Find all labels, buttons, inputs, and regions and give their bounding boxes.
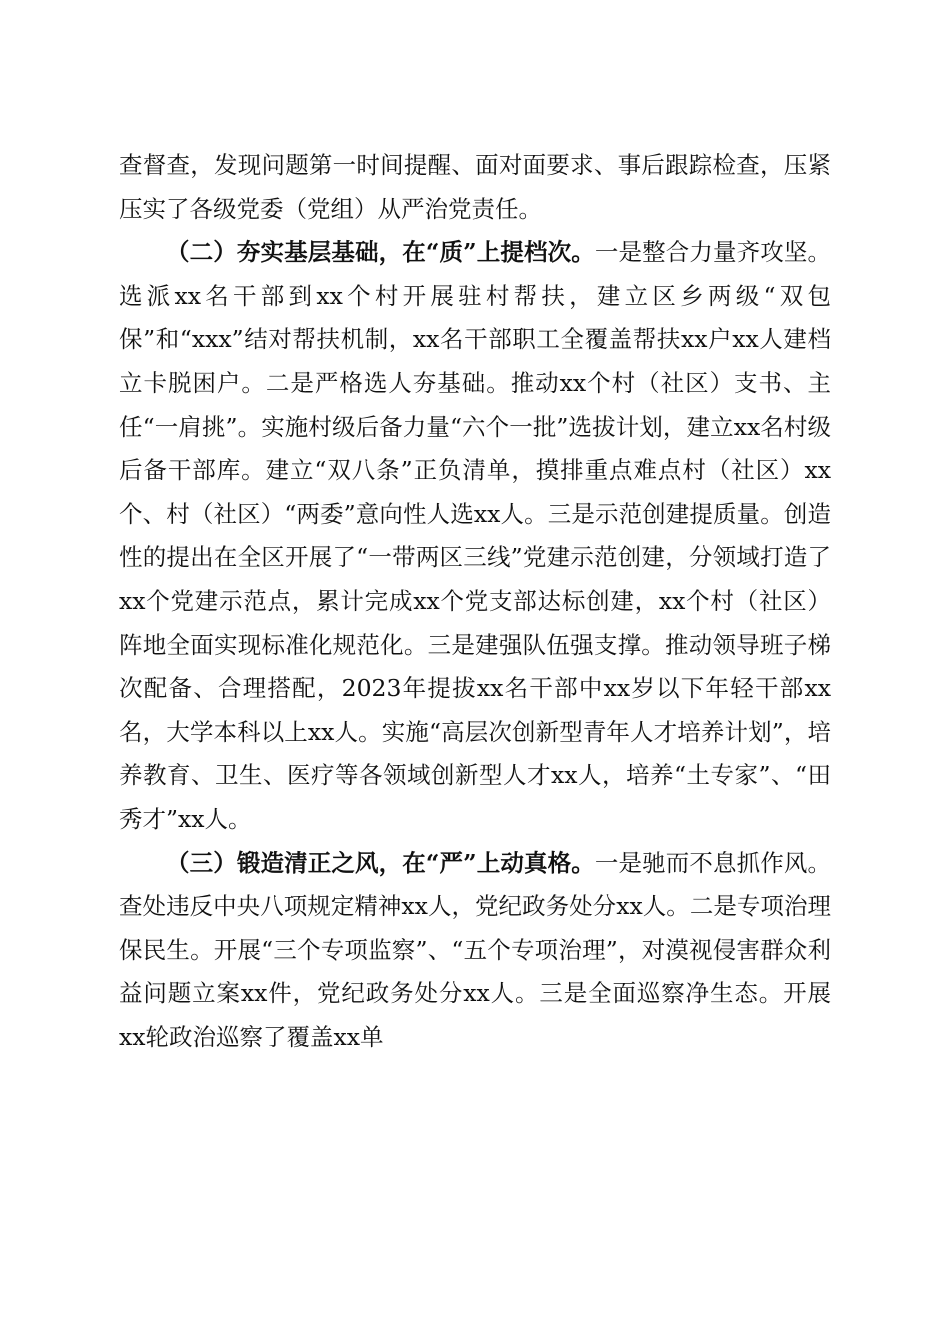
paragraph-continuation (119, 144, 831, 231)
paragraph-body: 一是驰而不息抓作风。查处违反中央八项规定精神xx人，党纪政务处分xx人。二是专项治理保民生。开展“三个专项监察”、“五个专项治理”，对漠视侵害群众利益问题立案xx件，党纪政务处分xx人。三是全面巡察净生态。开展xx轮政治巡察了覆盖xx单 (119, 848, 832, 1051)
section-heading: （二）夯实基层基础，在“质”上提档次。 (166, 238, 595, 267)
paragraph-body: 查督查，发现问题第一时间提醒、面对面要求、事后跟踪检查，压紧压实了各级党委（党组）从严治党责任。 (119, 151, 831, 223)
paragraph-body: 一是整合力量齐攻坚。选派xx名干部到xx个村开展驻村帮扶，建立区乡两级“双包保”和“xxx”结对帮扶机制，xx名干部职工全覆盖帮扶xx户xx人建档立卡脱困户。二是严格选人夯基础。推动xx个村（社区）支书、主任“一肩挑”。实施村级后备力量“六个一批”选拔计划，建立xx名村级后备干部库。建立“双八条”正负清单，摸排重点难点村（社区）xx个、村（社区）“两委”意向性人选xx人。三是示范创建提质量。创造性的提出在全区开展了“一带两区三线”党建示范创建，分领域打造了xx个党建示范点，累计完成xx个党支部达标创建，xx个村（社区）阵地全面实现标准化规范化。三是建强队伍强支撑。推动领导班子梯次配备、合理搭配，2023年提拔xx名干部中xx岁以下年轻干部xx名，大学本科以上xx人。实施“高层次创新型青年人才培养计划”，培养教育、卫生、医疗等各领域创新型人才xx人，培养“土专家”、“田秀才”xx人。 (119, 238, 832, 833)
paragraph-section-two (119, 231, 831, 841)
document-body (119, 144, 831, 1059)
section-heading: （三）锻造清正之风，在“严”上动真格。 (166, 848, 595, 877)
paragraph-section-three (119, 842, 831, 1060)
